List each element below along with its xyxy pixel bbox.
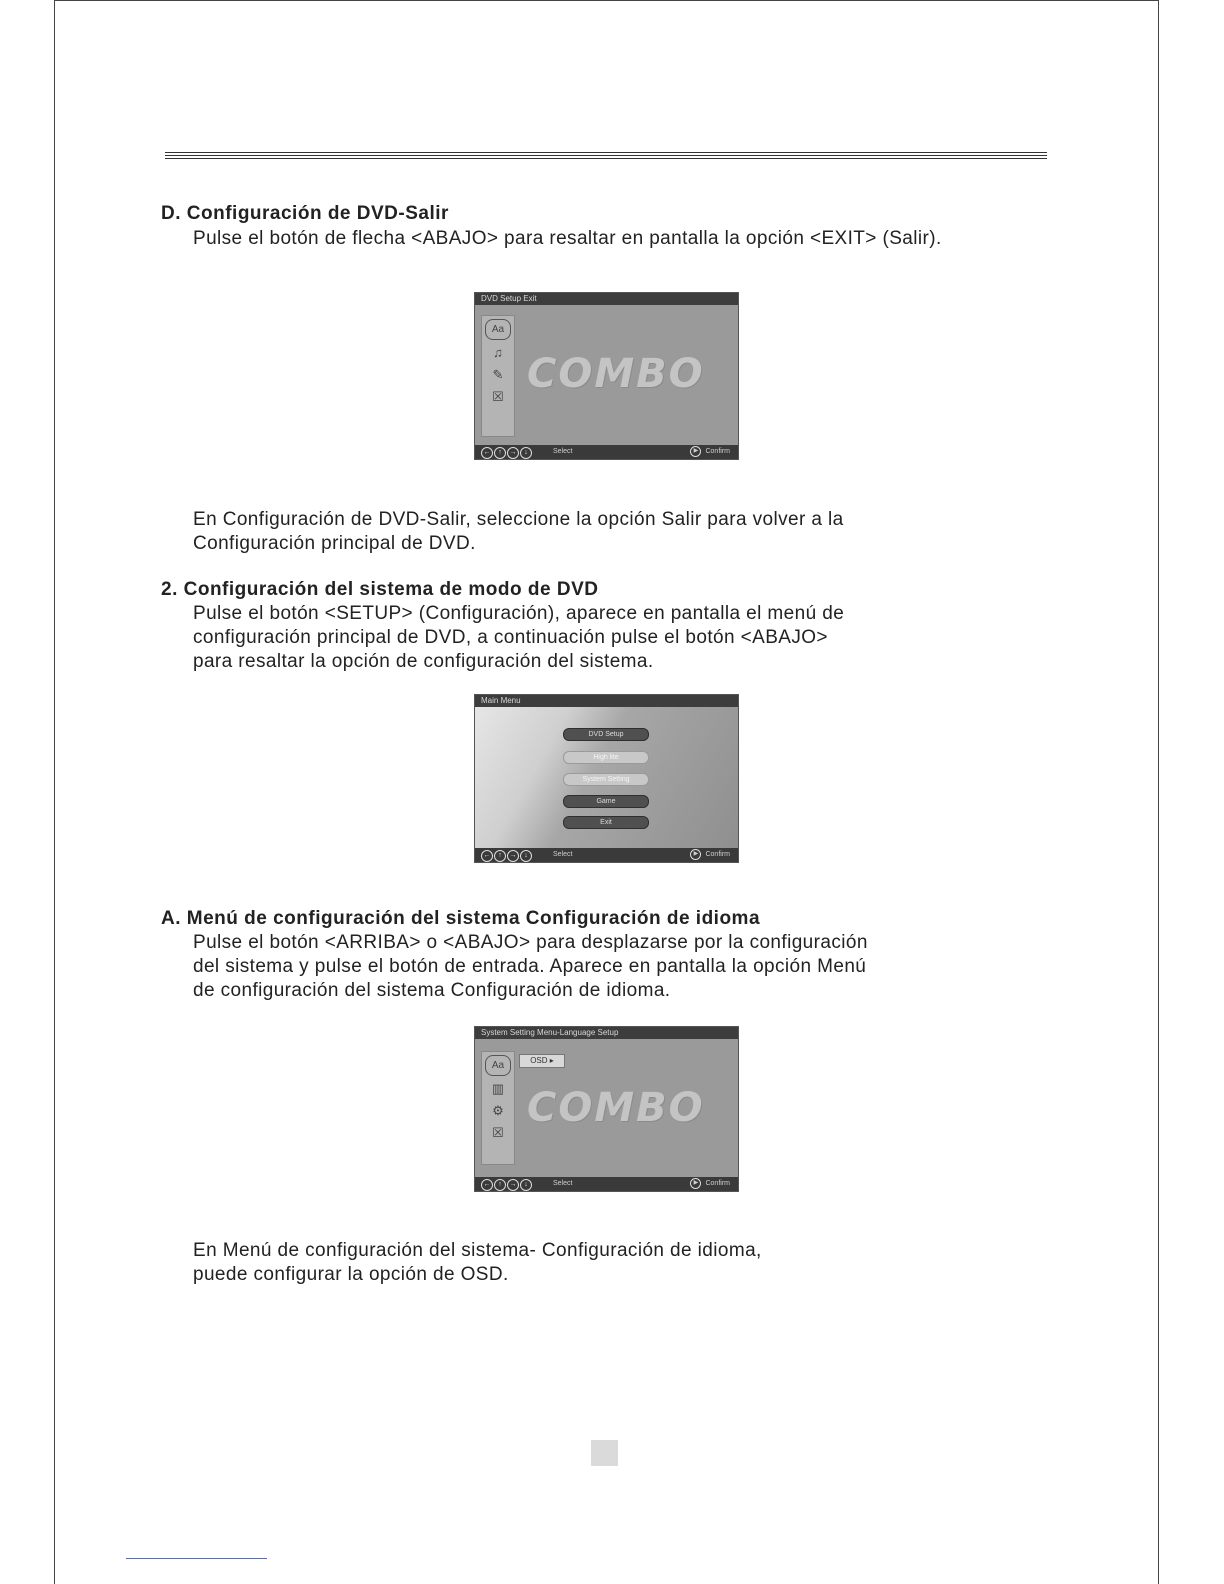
header-rule [165,155,1047,156]
menu-item-high-lite[interactable]: High lite [563,751,649,764]
section-a-body: Pulse el botón <ARRIBA> o <ABAJO> para desplazarse por la configuración del sistema y pulse el botón de entrada. Aparece en pantalla la opción Menú de configuración del sistema Configuración de idioma. [193,932,868,1001]
up-arrow-icon: ↑ [494,850,506,862]
audio-icon: ♫ [493,345,503,360]
play-icon: ▶ [690,1178,701,1189]
play-icon: ▶ [690,446,701,457]
exit-icon: ☒ [492,389,504,404]
page-number-box [591,1440,618,1466]
nav-arrows [481,1179,532,1191]
select-label: Select [553,448,573,455]
page-border-right [1158,0,1159,1584]
screen-title: DVD Setup Exit [475,293,738,305]
confirm-hint: ▶ Confirm [690,445,730,459]
menu-item-system-setting[interactable]: System Setting [563,773,649,786]
nav-arrows [481,447,532,459]
screen-footer [475,1177,738,1191]
menu-item-game[interactable]: Game [563,795,649,808]
combo-logo: COMBO [527,1085,705,1131]
page-border-left [54,0,55,1584]
select-label: Select [553,851,573,858]
screen-title: System Setting Menu-Language Setup [475,1027,738,1039]
section-a-after: En Menú de configuración del sistema- Configuración de idioma, puede configurar la opción de OSD. [193,1240,762,1285]
page-border-top [54,0,1159,1]
left-arrow-icon: ← [481,850,493,862]
section-d-after: En Configuración de DVD-Salir, seleccione la opción Salir para volver a la Configuración principal de DVD. [193,509,844,554]
language-setup-screen [474,1026,739,1192]
icon-column [481,1051,515,1165]
main-menu-screen [474,694,739,863]
settings-icon: ⚙ [492,1103,504,1118]
confirm-hint: ▶ Confirm [690,1177,730,1191]
combo-logo: COMBO [527,351,705,397]
osd-option[interactable]: OSD ▸ [519,1054,565,1068]
language-icon: Aa [485,319,511,340]
up-arrow-icon: ↑ [494,1179,506,1191]
icon-column [481,315,515,437]
screen-footer [475,848,738,862]
exit-icon: ☒ [492,1125,504,1140]
screen-title: Main Menu [475,695,738,707]
right-arrow-icon: → [507,1179,519,1191]
down-arrow-icon: ↓ [520,1179,532,1191]
right-arrow-icon: → [507,447,519,459]
header-rule [165,158,1047,159]
language-icon: Aa [485,1055,511,1076]
select-label: Select [553,1180,573,1187]
dvd-setup-exit-screen [474,292,739,460]
section-2-heading: 2. Configuración del sistema de modo de DVD [161,579,599,600]
left-arrow-icon: ← [481,447,493,459]
section-2-body: Pulse el botón <SETUP> (Configuración), aparece en pantalla el menú de configuración principal de DVD, a continuación pulse el botón <ABAJO> para resaltar la opción de configuración del sistema. [193,603,845,672]
up-arrow-icon: ↑ [494,447,506,459]
display-icon: ▥ [491,1081,505,1096]
menu-item-dvd-setup[interactable]: DVD Setup [563,728,649,741]
video-icon: ✎ [492,367,504,382]
right-arrow-icon: → [507,850,519,862]
nav-arrows [481,850,532,862]
screen-footer [475,445,738,459]
section-d-heading: D. Configuración de DVD-Salir [161,203,449,224]
section-d-intro: Pulse el botón de flecha <ABAJO> para resaltar en pantalla la opción <EXIT> (Salir). [193,228,942,249]
down-arrow-icon: ↓ [520,850,532,862]
confirm-hint: ▶ Confirm [690,848,730,862]
section-a-heading: A. Menú de configuración del sistema Configuración de idioma [161,908,761,929]
menu-item-exit[interactable]: Exit [563,816,649,829]
left-arrow-icon: ← [481,1179,493,1191]
footer-line [126,1558,267,1559]
play-icon: ▶ [690,849,701,860]
header-rule [165,152,1047,153]
down-arrow-icon: ↓ [520,447,532,459]
